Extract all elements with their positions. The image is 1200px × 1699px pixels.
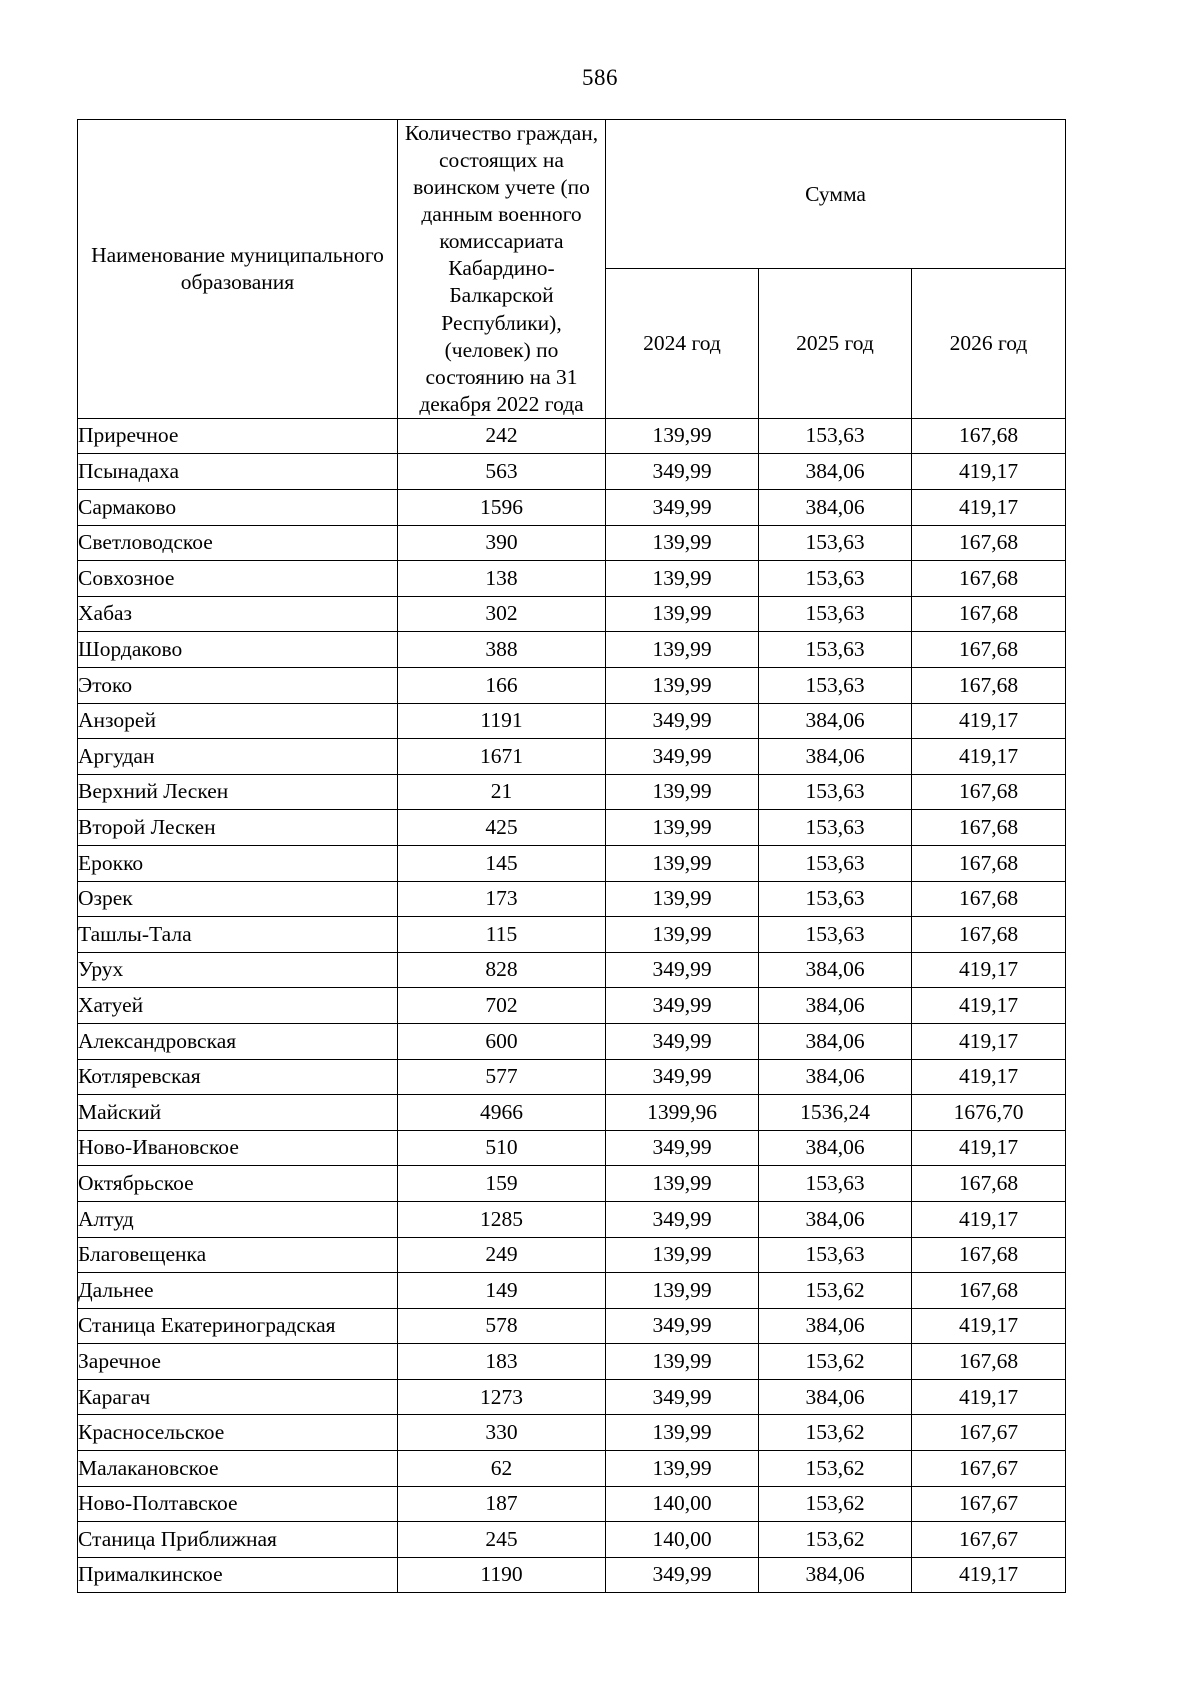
cell-citizen-count: 1285	[398, 1201, 606, 1237]
table-row	[78, 454, 1066, 490]
cell-amount-2025: 384,06	[759, 1201, 912, 1237]
cell-amount-2025: 153,63	[759, 668, 912, 704]
table-row	[78, 1023, 1066, 1059]
cell-municipality-name: Станица Екатериноградская	[78, 1308, 398, 1344]
table-row	[78, 1344, 1066, 1380]
cell-amount-2025: 153,63	[759, 881, 912, 917]
cell-municipality-name: Красносельское	[78, 1415, 398, 1451]
page-number: 586	[582, 65, 618, 90]
cell-amount-2026: 167,68	[912, 810, 1066, 846]
cell-amount-2025: 153,62	[759, 1451, 912, 1487]
table-row	[78, 1273, 1066, 1309]
cell-citizen-count: 173	[398, 881, 606, 917]
cell-citizen-count: 166	[398, 668, 606, 704]
cell-amount-2024: 349,99	[606, 1130, 759, 1166]
cell-citizen-count: 183	[398, 1344, 606, 1380]
table-header-row-1	[78, 120, 1066, 269]
cell-municipality-name: Майский	[78, 1095, 398, 1131]
cell-municipality-name: Второй Лескен	[78, 810, 398, 846]
cell-municipality-name: Светловодское	[78, 525, 398, 561]
cell-amount-2024: 139,99	[606, 561, 759, 597]
cell-amount-2026: 419,17	[912, 952, 1066, 988]
cell-citizen-count: 115	[398, 917, 606, 953]
cell-municipality-name: Прималкинское	[78, 1557, 398, 1593]
cell-municipality-name: Хабаз	[78, 596, 398, 632]
cell-amount-2024: 1399,96	[606, 1095, 759, 1131]
cell-municipality-name: Карагач	[78, 1379, 398, 1415]
cell-citizen-count: 1190	[398, 1557, 606, 1593]
cell-citizen-count: 828	[398, 952, 606, 988]
cell-amount-2024: 139,99	[606, 632, 759, 668]
cell-amount-2024: 349,99	[606, 454, 759, 490]
cell-amount-2024: 139,99	[606, 525, 759, 561]
table-row	[78, 739, 1066, 775]
cell-amount-2026: 167,68	[912, 418, 1066, 454]
cell-amount-2024: 349,99	[606, 988, 759, 1024]
cell-amount-2026: 167,68	[912, 1237, 1066, 1273]
table-row	[78, 668, 1066, 704]
cell-amount-2026: 167,67	[912, 1522, 1066, 1558]
table-row	[78, 525, 1066, 561]
table-row	[78, 1059, 1066, 1095]
cell-citizen-count: 187	[398, 1486, 606, 1522]
cell-amount-2025: 153,62	[759, 1522, 912, 1558]
cell-amount-2026: 419,17	[912, 1379, 1066, 1415]
table-row	[78, 1201, 1066, 1237]
cell-amount-2026: 419,17	[912, 1059, 1066, 1095]
table-row	[78, 1130, 1066, 1166]
cell-amount-2026: 419,17	[912, 1557, 1066, 1593]
cell-amount-2025: 384,06	[759, 1379, 912, 1415]
cell-amount-2026: 167,67	[912, 1486, 1066, 1522]
cell-citizen-count: 138	[398, 561, 606, 597]
cell-citizen-count: 302	[398, 596, 606, 632]
cell-municipality-name: Ерокко	[78, 845, 398, 881]
column-header-year-2026: 2026 год	[912, 269, 1066, 418]
table-row	[78, 490, 1066, 526]
cell-municipality-name: Алтуд	[78, 1201, 398, 1237]
cell-amount-2025: 153,63	[759, 1237, 912, 1273]
cell-citizen-count: 245	[398, 1522, 606, 1558]
cell-amount-2025: 153,62	[759, 1486, 912, 1522]
table-row	[78, 774, 1066, 810]
cell-amount-2024: 139,99	[606, 668, 759, 704]
cell-municipality-name: Сармаково	[78, 490, 398, 526]
cell-municipality-name: Этоко	[78, 668, 398, 704]
budget-table-container	[77, 119, 1065, 1593]
table-row	[78, 845, 1066, 881]
cell-amount-2025: 384,06	[759, 1059, 912, 1095]
cell-municipality-name: Ново-Полтавское	[78, 1486, 398, 1522]
cell-municipality-name: Малакановское	[78, 1451, 398, 1487]
cell-amount-2024: 349,99	[606, 703, 759, 739]
cell-amount-2025: 153,63	[759, 596, 912, 632]
cell-citizen-count: 62	[398, 1451, 606, 1487]
cell-amount-2024: 140,00	[606, 1522, 759, 1558]
cell-amount-2024: 139,99	[606, 774, 759, 810]
table-row	[78, 596, 1066, 632]
table-row	[78, 1095, 1066, 1131]
cell-municipality-name: Заречное	[78, 1344, 398, 1380]
cell-municipality-name: Шордаково	[78, 632, 398, 668]
cell-amount-2025: 384,06	[759, 1023, 912, 1059]
cell-citizen-count: 1671	[398, 739, 606, 775]
cell-amount-2026: 167,68	[912, 845, 1066, 881]
cell-amount-2025: 153,62	[759, 1415, 912, 1451]
cell-amount-2024: 139,99	[606, 1273, 759, 1309]
column-header-municipality-name: Наименование муниципального образования	[78, 120, 398, 419]
cell-municipality-name: Благовещенка	[78, 1237, 398, 1273]
cell-amount-2025: 384,06	[759, 703, 912, 739]
cell-amount-2024: 349,99	[606, 1557, 759, 1593]
cell-amount-2025: 384,06	[759, 454, 912, 490]
table-row	[78, 1166, 1066, 1202]
cell-amount-2026: 167,67	[912, 1451, 1066, 1487]
cell-amount-2026: 419,17	[912, 1023, 1066, 1059]
table-row	[78, 703, 1066, 739]
cell-amount-2025: 384,06	[759, 988, 912, 1024]
cell-citizen-count: 702	[398, 988, 606, 1024]
cell-amount-2026: 167,68	[912, 561, 1066, 597]
cell-citizen-count: 388	[398, 632, 606, 668]
cell-amount-2026: 419,17	[912, 739, 1066, 775]
cell-amount-2024: 140,00	[606, 1486, 759, 1522]
cell-municipality-name: Приречное	[78, 418, 398, 454]
cell-citizen-count: 600	[398, 1023, 606, 1059]
cell-municipality-name: Ташлы-Тала	[78, 917, 398, 953]
table-row	[78, 917, 1066, 953]
table-row	[78, 1522, 1066, 1558]
cell-amount-2024: 139,99	[606, 1166, 759, 1202]
cell-citizen-count: 1596	[398, 490, 606, 526]
cell-citizen-count: 4966	[398, 1095, 606, 1131]
cell-amount-2025: 1536,24	[759, 1095, 912, 1131]
cell-citizen-count: 242	[398, 418, 606, 454]
cell-municipality-name: Хатуей	[78, 988, 398, 1024]
cell-amount-2026: 167,67	[912, 1415, 1066, 1451]
cell-municipality-name: Анзорей	[78, 703, 398, 739]
cell-amount-2025: 384,06	[759, 1130, 912, 1166]
cell-citizen-count: 577	[398, 1059, 606, 1095]
cell-amount-2025: 153,62	[759, 1273, 912, 1309]
cell-amount-2025: 384,06	[759, 952, 912, 988]
cell-citizen-count: 145	[398, 845, 606, 881]
cell-amount-2026: 419,17	[912, 1130, 1066, 1166]
cell-amount-2024: 139,99	[606, 845, 759, 881]
cell-amount-2024: 139,99	[606, 881, 759, 917]
cell-municipality-name: Октябрьское	[78, 1166, 398, 1202]
cell-municipality-name: Ново-Ивановское	[78, 1130, 398, 1166]
cell-citizen-count: 1273	[398, 1379, 606, 1415]
cell-municipality-name: Дальнее	[78, 1273, 398, 1309]
table-row	[78, 1308, 1066, 1344]
cell-amount-2026: 167,68	[912, 525, 1066, 561]
column-header-year-2024: 2024 год	[606, 269, 759, 418]
cell-citizen-count: 159	[398, 1166, 606, 1202]
cell-amount-2026: 167,68	[912, 596, 1066, 632]
table-row	[78, 418, 1066, 454]
table-body	[78, 418, 1066, 1593]
cell-amount-2025: 384,06	[759, 739, 912, 775]
cell-amount-2024: 349,99	[606, 1379, 759, 1415]
table-row	[78, 810, 1066, 846]
column-header-citizen-count: Количество граждан, состоящих на воинском учете (по данным военного комиссариата Кабардино-Балкарской Республики), (человек) по состоянию на 31 декабря 2022 года	[398, 120, 606, 419]
table-row	[78, 1486, 1066, 1522]
cell-amount-2024: 349,99	[606, 1023, 759, 1059]
cell-amount-2025: 153,63	[759, 561, 912, 597]
cell-citizen-count: 425	[398, 810, 606, 846]
cell-amount-2024: 349,99	[606, 739, 759, 775]
table-row	[78, 988, 1066, 1024]
cell-municipality-name: Александровская	[78, 1023, 398, 1059]
column-header-year-2025: 2025 год	[759, 269, 912, 418]
cell-amount-2026: 167,68	[912, 668, 1066, 704]
cell-amount-2026: 1676,70	[912, 1095, 1066, 1131]
cell-amount-2025: 384,06	[759, 1308, 912, 1344]
cell-municipality-name: Верхний Лескен	[78, 774, 398, 810]
cell-municipality-name: Урух	[78, 952, 398, 988]
cell-citizen-count: 1191	[398, 703, 606, 739]
cell-amount-2024: 139,99	[606, 1237, 759, 1273]
cell-municipality-name: Совхозное	[78, 561, 398, 597]
cell-amount-2024: 349,99	[606, 952, 759, 988]
table-row	[78, 1557, 1066, 1593]
table-row	[78, 1415, 1066, 1451]
cell-amount-2024: 139,99	[606, 1415, 759, 1451]
cell-amount-2026: 419,17	[912, 1308, 1066, 1344]
cell-amount-2025: 384,06	[759, 1557, 912, 1593]
table-row	[78, 952, 1066, 988]
cell-amount-2024: 349,99	[606, 1308, 759, 1344]
cell-amount-2025: 153,62	[759, 1344, 912, 1380]
cell-amount-2024: 139,99	[606, 1451, 759, 1487]
table-row	[78, 632, 1066, 668]
cell-amount-2024: 349,99	[606, 1201, 759, 1237]
cell-amount-2026: 167,68	[912, 774, 1066, 810]
cell-amount-2024: 139,99	[606, 917, 759, 953]
cell-amount-2026: 167,68	[912, 917, 1066, 953]
cell-amount-2026: 419,17	[912, 988, 1066, 1024]
cell-amount-2025: 153,63	[759, 917, 912, 953]
cell-amount-2026: 419,17	[912, 1201, 1066, 1237]
cell-citizen-count: 21	[398, 774, 606, 810]
cell-municipality-name: Псынадаха	[78, 454, 398, 490]
cell-amount-2026: 167,68	[912, 1344, 1066, 1380]
cell-amount-2024: 349,99	[606, 490, 759, 526]
table-row	[78, 1451, 1066, 1487]
cell-municipality-name: Станица Приближная	[78, 1522, 398, 1558]
table-header	[78, 120, 1066, 419]
table-row	[78, 1237, 1066, 1273]
cell-citizen-count: 578	[398, 1308, 606, 1344]
cell-amount-2025: 153,63	[759, 1166, 912, 1202]
cell-amount-2024: 139,99	[606, 810, 759, 846]
cell-amount-2025: 153,63	[759, 632, 912, 668]
cell-amount-2026: 167,68	[912, 881, 1066, 917]
cell-amount-2026: 419,17	[912, 490, 1066, 526]
cell-citizen-count: 330	[398, 1415, 606, 1451]
cell-amount-2026: 419,17	[912, 454, 1066, 490]
cell-municipality-name: Котляревская	[78, 1059, 398, 1095]
cell-citizen-count: 390	[398, 525, 606, 561]
cell-amount-2024: 349,99	[606, 1059, 759, 1095]
table-row	[78, 881, 1066, 917]
cell-amount-2025: 153,63	[759, 810, 912, 846]
budget-table	[77, 119, 1066, 1593]
cell-citizen-count: 563	[398, 454, 606, 490]
cell-amount-2025: 153,63	[759, 845, 912, 881]
cell-municipality-name: Аргудан	[78, 739, 398, 775]
cell-amount-2024: 139,99	[606, 418, 759, 454]
cell-amount-2026: 167,68	[912, 1166, 1066, 1202]
cell-amount-2025: 384,06	[759, 490, 912, 526]
cell-amount-2026: 419,17	[912, 703, 1066, 739]
cell-amount-2024: 139,99	[606, 596, 759, 632]
cell-amount-2025: 153,63	[759, 525, 912, 561]
table-row	[78, 1379, 1066, 1415]
cell-citizen-count: 249	[398, 1237, 606, 1273]
cell-amount-2026: 167,68	[912, 632, 1066, 668]
cell-amount-2025: 153,63	[759, 418, 912, 454]
cell-municipality-name: Озрек	[78, 881, 398, 917]
cell-citizen-count: 149	[398, 1273, 606, 1309]
cell-amount-2026: 167,68	[912, 1273, 1066, 1309]
cell-amount-2025: 153,63	[759, 774, 912, 810]
cell-amount-2024: 139,99	[606, 1344, 759, 1380]
cell-citizen-count: 510	[398, 1130, 606, 1166]
table-row	[78, 561, 1066, 597]
column-header-summa: Сумма	[606, 120, 1066, 269]
